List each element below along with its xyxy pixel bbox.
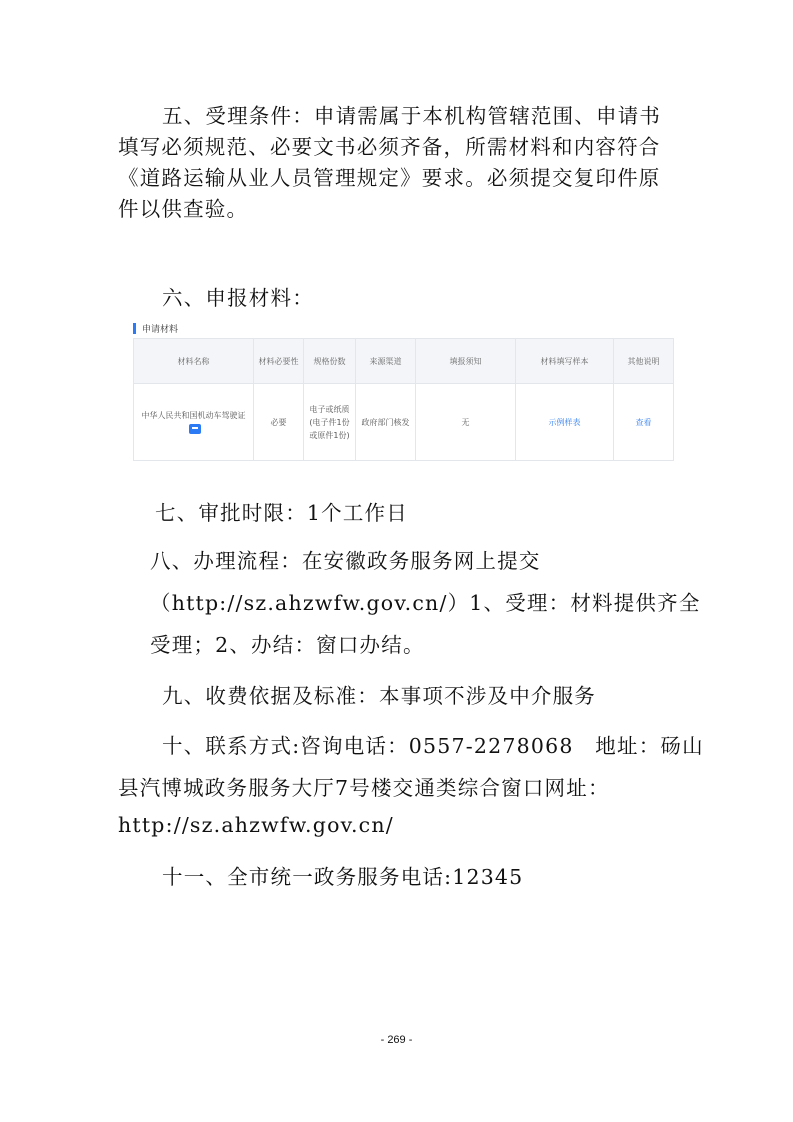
section-8-line-2: （http://sz.ahzwfw.gov.cn/）1、受理：材料提供齐全 bbox=[150, 591, 701, 615]
materials-title-text: 申请材料 bbox=[142, 324, 179, 335]
section-7-time-limit: 七、审批时限：1个工作日 bbox=[155, 501, 408, 525]
cell-necessity: 必要 bbox=[254, 384, 304, 461]
materials-title bbox=[133, 318, 673, 338]
title-accent-bar bbox=[133, 323, 136, 334]
section-6-heading: 六、申报材料： bbox=[162, 286, 314, 310]
electronic-license-icon bbox=[189, 424, 201, 434]
view-link[interactable]: 查看 bbox=[635, 417, 652, 427]
section-9-fees: 九、收费依据及标准：本事项不涉及中介服务 bbox=[162, 684, 596, 708]
section-11-hotline: 十一、全市统一政务服务电话:12345 bbox=[162, 865, 524, 889]
header-sample: 材料填写样本 bbox=[516, 339, 614, 384]
header-name: 材料名称 bbox=[134, 339, 254, 384]
cell-name bbox=[134, 384, 254, 461]
header-spec: 规格份数 bbox=[304, 339, 356, 384]
section-8-line-3: 受理；2、办结：窗口办结。 bbox=[150, 633, 425, 657]
header-other: 其他说明 bbox=[614, 339, 674, 384]
table-header-row bbox=[134, 339, 674, 384]
table-row bbox=[134, 384, 674, 461]
header-notice: 填报须知 bbox=[416, 339, 516, 384]
materials-table-screenshot bbox=[133, 318, 673, 460]
sample-form-link[interactable]: 示例样表 bbox=[548, 417, 581, 427]
header-necessity: 材料必要性 bbox=[254, 339, 304, 384]
header-source: 来源渠道 bbox=[356, 339, 416, 384]
page-number: - 269 - bbox=[380, 1034, 413, 1046]
section-10-website: http://sz.ahzwfw.gov.cn/ bbox=[118, 813, 394, 837]
cell-notice: 无 bbox=[416, 384, 516, 461]
material-name: 中华人民共和国机动车驾驶证 bbox=[141, 411, 246, 420]
cell-spec: 电子或纸质(电子件1份或原件1份) bbox=[304, 384, 356, 461]
cell-sample bbox=[516, 384, 614, 461]
section-5-acceptance-conditions: 五、受理条件：申请需属于本机构管辖范围、申请书填写必须规范、必要文书必须齐备，所需材料和内容符合《道路运输从业人员管理规定》要求。必须提交复印件原件以供查验。 bbox=[118, 104, 662, 221]
cell-other bbox=[614, 384, 674, 461]
section-8-line-1: 八、办理流程：在安徽政务服务网上提交 bbox=[150, 549, 541, 573]
section-10-line-1: 十、联系方式:咨询电话：0557-2278068 地址：砀山 bbox=[162, 734, 704, 758]
materials-table bbox=[133, 338, 674, 461]
cell-source: 政府部门核发 bbox=[356, 384, 416, 461]
section-10-line-2: 县汽博城政务服务大厅7号楼交通类综合窗口网址： bbox=[118, 776, 610, 800]
